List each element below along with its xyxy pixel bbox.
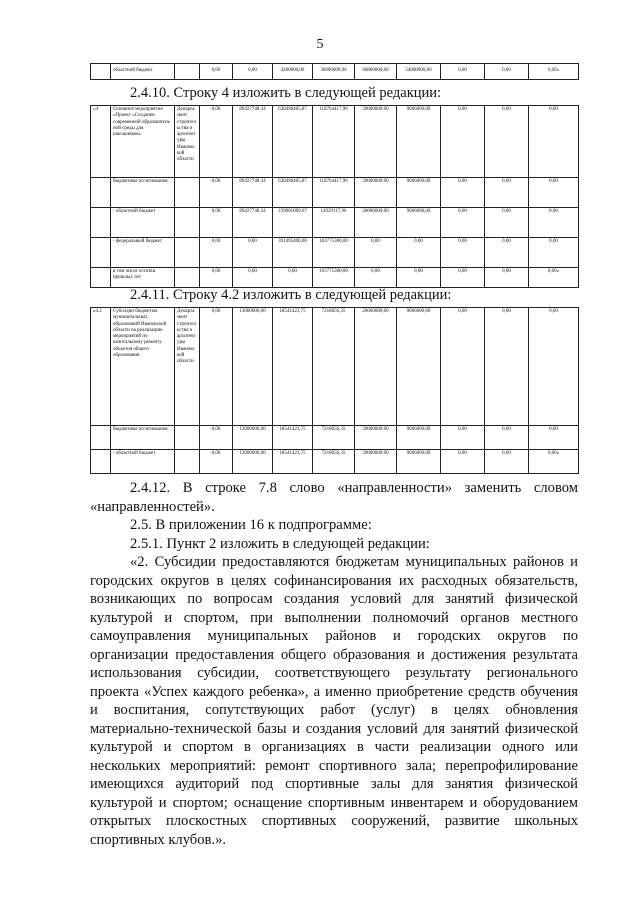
- cell-value: 9066000,00: [397, 106, 441, 178]
- cell-value: 0,00: [441, 178, 485, 208]
- cell-value: 0,00: [485, 426, 529, 450]
- cell-value: 13000000,00: [233, 426, 273, 450]
- cell-value: 0,00: [485, 64, 529, 80]
- cell-value: 54000000,00: [397, 64, 441, 80]
- table-row: [91, 450, 579, 474]
- cell-value: 13000000,00: [233, 308, 273, 426]
- cell-value: 36000000,00: [313, 64, 355, 80]
- cell-value: 0,00: [485, 450, 529, 474]
- paragraph-item-2: «2. Субсидии предоставляются бюджетам муниципальных районов и городских округов в целях софинансирования их расходных обязательств, возникающих по вопросам создания условий для занятий физической культурой и спортом, при выполнении полномочий органов местного самоуправления муниципальных районов и городских округов по организации предоставления общего образования и достижения результата использования субсидии, соответствующего результату регионального проекта «Успех каждого ребенка», а именно приобретение средств обучения и воспитания, сопутствующих работ (услуг) в целях обновления материально-технической базы и создания условий для занятий физической культурой и спортом в организациях в части реализации одного или нескольких мероприятий: ремонт спортивного зала; перепрофилирование имеющихся аудиторий под спортивные залы для занятия физической культурой и спортом; оснащение спортивным инвентарем и оборудованием открытых плоскостных спортивных сооружений, развитие школьных спортивных клубов.».: [90, 554, 578, 848]
- cell-value: 0,00: [441, 450, 485, 474]
- cell-value: 9066000,00: [397, 308, 441, 426]
- cell-value: 0,00: [441, 106, 485, 178]
- cell-value: 0,00: [200, 238, 233, 268]
- cell-value: 7218056,35: [313, 308, 355, 426]
- cell-value: 0,00: [441, 268, 485, 288]
- cell-value: 89427748,34: [233, 106, 273, 178]
- cell-value: 0,00: [485, 308, 529, 426]
- cell-value: 0,00: [529, 178, 579, 208]
- table-top-row: [90, 63, 579, 80]
- cell-value: 0,00: [485, 268, 529, 288]
- cell-value: 0,00: [485, 238, 529, 268]
- cell-value: 0,00: [355, 268, 397, 288]
- cell-value: 7218056,35: [313, 426, 355, 450]
- cell-value: 0,00: [529, 426, 579, 450]
- cell-value: 0,00: [200, 450, 233, 474]
- cell-value: 0,00: [529, 106, 579, 178]
- table-row: [91, 106, 579, 178]
- table-row-4: [90, 105, 579, 288]
- cell-executor: Департамент строительства и архитектуры Ивановской области: [175, 106, 200, 178]
- cell-value: 4200000,00: [273, 64, 313, 80]
- cell-name: областной бюджет: [111, 64, 175, 80]
- cell-value: 0,00: [233, 64, 273, 80]
- cell-value: 103775300,00: [313, 268, 355, 288]
- cell-value: 9066000,00: [397, 208, 441, 238]
- cell-name: бюджетные ассигнования: [111, 426, 175, 450]
- paragraph-2-4-12: 2.4.12. В строке 7.8 слово «направленности» заменить словом «направленностей».: [90, 480, 578, 515]
- cell-number: [91, 238, 111, 268]
- table-row: [91, 64, 579, 80]
- cell-value: 0,00: [485, 106, 529, 178]
- cell-value: [91, 64, 111, 80]
- cell-value: 0,00: [485, 178, 529, 208]
- cell-value: 0,00»: [529, 64, 579, 80]
- cell-value: 118704417,96: [313, 178, 355, 208]
- cell-value: 60800000,00: [355, 64, 397, 80]
- heading-row-4-2: 2.4.11. Строку 4.2 изложить в следующей редакции:: [130, 287, 452, 303]
- page-number: 5: [316, 37, 324, 52]
- cell-executor: [175, 426, 200, 450]
- cell-value: 0,00: [200, 308, 233, 426]
- cell-value: 14929117,96: [313, 208, 355, 238]
- cell-number: «4.2: [91, 308, 111, 426]
- cell-number: [91, 426, 111, 450]
- cell-value: 0,00: [441, 208, 485, 238]
- cell-value: 0,00: [273, 268, 313, 288]
- table-row: [91, 268, 579, 288]
- cell-name: Субсидии бюджетам муниципальных образований Ивановской области на реализацию мероприятий по капитальному ремонту объектов общего образования: [111, 308, 175, 426]
- cell-value: 0,00: [355, 238, 397, 268]
- cell-value: 20000000,00: [355, 178, 397, 208]
- cell-value: 0,00: [233, 238, 273, 268]
- cell-value: 0,00: [200, 208, 233, 238]
- cell-value: 0,00»: [529, 268, 579, 288]
- cell-executor: [175, 450, 200, 474]
- cell-value: 0,00: [200, 268, 233, 288]
- body-text: [90, 479, 578, 849]
- cell-name: в том числе остатки прошлых лет: [111, 268, 175, 288]
- table-row: [91, 308, 579, 426]
- cell-value: 0,00: [233, 268, 273, 288]
- cell-value: 0,00: [529, 308, 579, 426]
- table-row: [91, 178, 579, 208]
- cell-value: 118704417,96: [313, 106, 355, 178]
- paragraph-2-5: 2.5. В приложении 16 к подпрограмме:: [130, 517, 372, 533]
- cell-name: - областной бюджет: [111, 208, 175, 238]
- cell-value: 0,00: [397, 268, 441, 288]
- cell-number: [91, 208, 111, 238]
- cell-executor: [175, 268, 200, 288]
- cell-value: 0,00: [397, 238, 441, 268]
- cell-value: 20000000,00: [355, 450, 397, 474]
- cell-value: 0,00: [441, 238, 485, 268]
- cell-value: 20000000,00: [355, 308, 397, 426]
- cell-executor: [175, 238, 200, 268]
- cell-value: 103775300,00: [313, 238, 355, 268]
- cell-number: [91, 268, 111, 288]
- cell-number: «4: [91, 106, 111, 178]
- cell-executor: [175, 178, 200, 208]
- cell-value: 391495400,00: [273, 238, 313, 268]
- cell-value: 0,00: [200, 178, 233, 208]
- cell-value: 0,00: [441, 308, 485, 426]
- table-row: [91, 238, 579, 268]
- cell-value: 0,00: [200, 106, 233, 178]
- cell-value: 9066000,00: [397, 450, 441, 474]
- cell-value: 0,00: [441, 426, 485, 450]
- cell-value: 0,00: [200, 64, 233, 80]
- cell-name: бюджетные ассигнования: [111, 178, 175, 208]
- cell-value: 0,00: [529, 208, 579, 238]
- cell-executor: [175, 208, 200, 238]
- cell-value: 18541423,75: [273, 426, 313, 450]
- cell-value: 9066000,00: [397, 178, 441, 208]
- cell-name: - федеральный бюджет: [111, 238, 175, 268]
- cell-executor: Департамент строительства и архитектуры Ивановской области: [175, 308, 200, 426]
- paragraph-2-5-1: 2.5.1. Пункт 2 изложить в следующей редакции:: [130, 535, 430, 552]
- cell-number: [91, 450, 111, 474]
- cell-value: 13000000,00: [233, 450, 273, 474]
- cell-value: 89427748,34: [233, 208, 273, 238]
- cell-value: 20000000,00: [355, 426, 397, 450]
- cell-value: 18541423,75: [273, 308, 313, 426]
- cell-value: 18541423,75: [273, 450, 313, 474]
- cell-value: 239001069,67: [273, 208, 313, 238]
- cell-value: 630496465,87: [273, 106, 313, 178]
- cell-number: [91, 178, 111, 208]
- cell-name: - областной бюджет: [111, 450, 175, 474]
- cell-value: [175, 64, 200, 80]
- heading-row-4: 2.4.10. Строку 4 изложить в следующей редакции:: [130, 85, 442, 101]
- cell-value: 7218056,35: [313, 450, 355, 474]
- cell-value: 89427748,34: [233, 178, 273, 208]
- cell-value: 20000000,00: [355, 106, 397, 178]
- table-row-4-2: [90, 307, 579, 474]
- cell-value: 0,00: [485, 208, 529, 238]
- cell-name: Основное мероприятие «Проект «Создание современной образователь ной среды для школьников»: [111, 106, 175, 178]
- cell-value: 0,00: [200, 426, 233, 450]
- cell-value: 9066000,00: [397, 426, 441, 450]
- cell-value: 0,00: [441, 64, 485, 80]
- cell-value: 630496465,87: [273, 178, 313, 208]
- cell-value: 0,00: [529, 238, 579, 268]
- cell-value: 0,00»: [529, 450, 579, 474]
- table-row: [91, 426, 579, 450]
- cell-value: 20000000,00: [355, 208, 397, 238]
- table-row: [91, 208, 579, 238]
